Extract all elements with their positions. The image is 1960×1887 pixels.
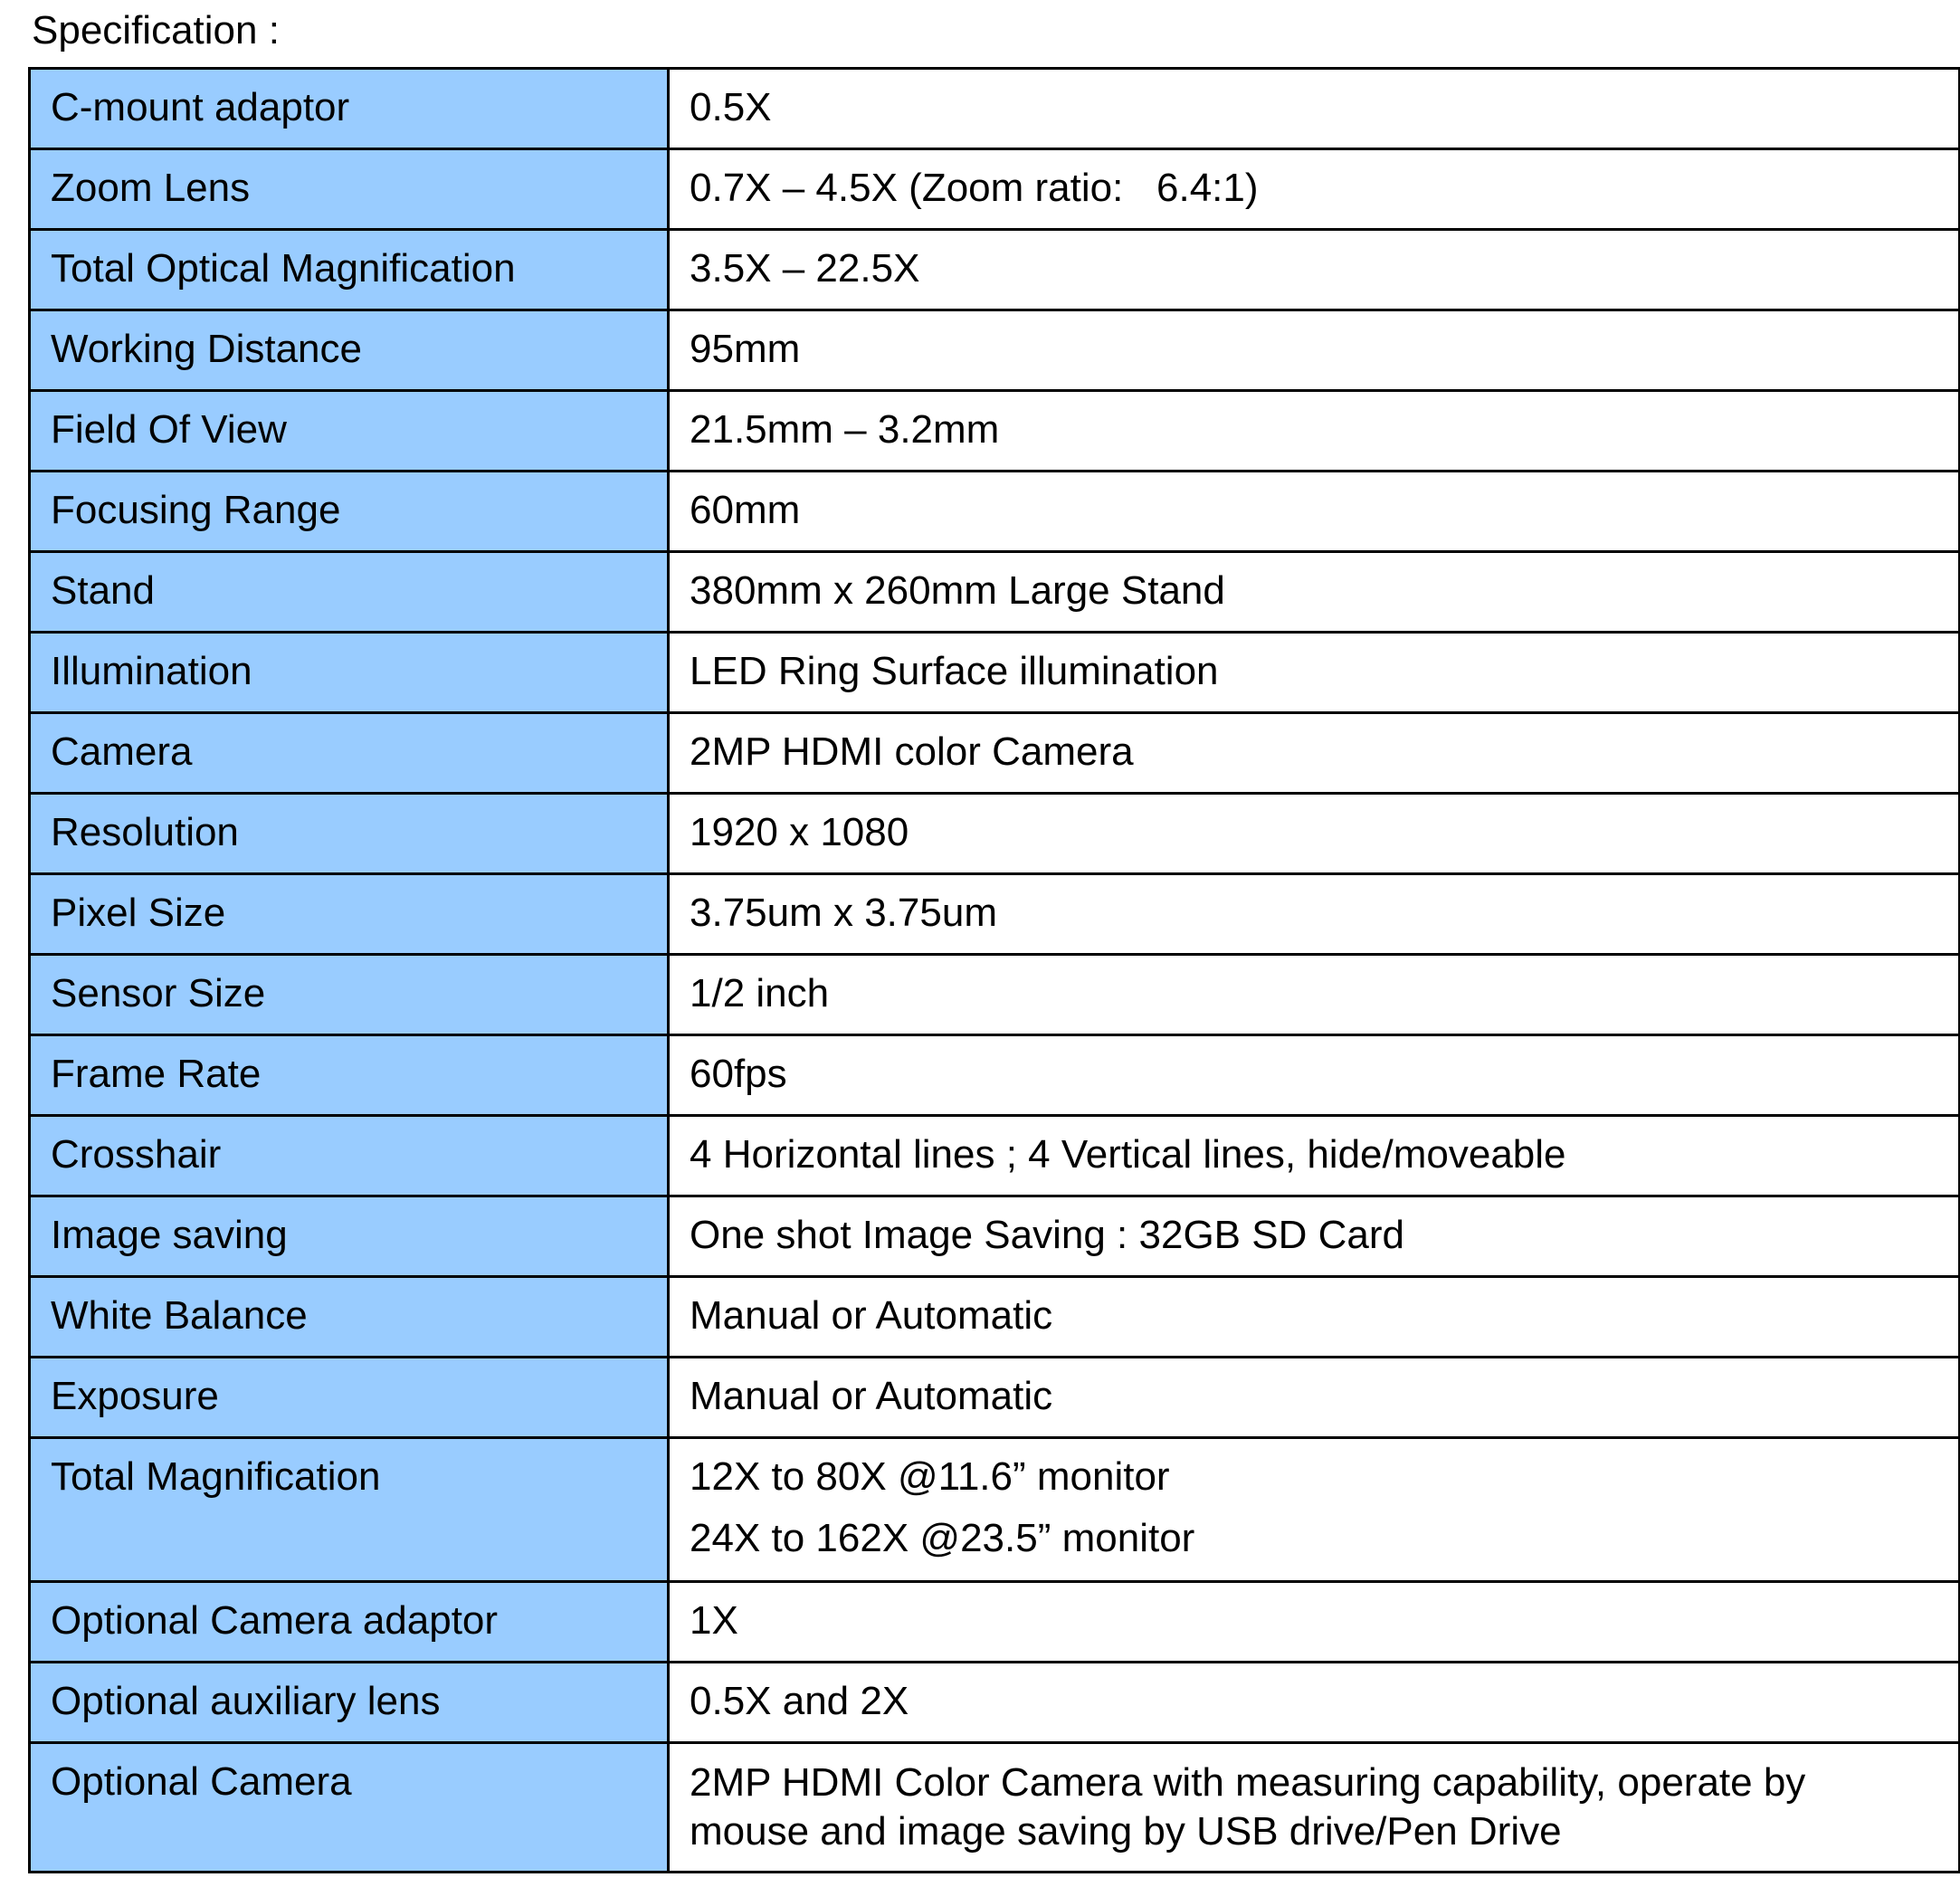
spec-label: Illumination — [30, 633, 669, 713]
spec-value — [669, 1116, 1960, 1196]
spec-value-line: 380mm x 260mm Large Stand — [690, 568, 1225, 613]
spec-row — [30, 1196, 1960, 1277]
spec-value-line: One shot Image Saving : 32GB SD Card — [690, 1213, 1404, 1257]
spec-label: Sensor Size — [30, 955, 669, 1035]
spec-label: Optional Camera — [30, 1743, 669, 1873]
spec-value — [669, 472, 1960, 552]
spec-value-line: 60mm — [690, 488, 801, 532]
spec-row — [30, 1277, 1960, 1358]
spec-value-line: 24X to 162X @23.5” monitor — [690, 1516, 1195, 1560]
spec-label: Resolution — [30, 794, 669, 874]
spec-label: Pixel Size — [30, 874, 669, 955]
spec-value-line: 21.5mm – 3.2mm — [690, 407, 1000, 452]
spec-row — [30, 955, 1960, 1035]
page-heading: Specification : — [32, 8, 280, 52]
spec-value-line: 2MP HDMI color Camera — [690, 729, 1134, 774]
spec-row — [30, 149, 1960, 230]
spec-value — [669, 1358, 1960, 1438]
spec-value — [669, 1196, 1960, 1277]
spec-label: Field Of View — [30, 391, 669, 472]
spec-label: Camera — [30, 713, 669, 794]
spec-row — [30, 1116, 1960, 1196]
spec-value-line: 1/2 inch — [690, 971, 830, 1015]
spec-value-line: Manual or Automatic — [690, 1293, 1053, 1338]
spec-value — [669, 633, 1960, 713]
spec-row — [30, 1663, 1960, 1743]
spec-label: Focusing Range — [30, 472, 669, 552]
spec-value-line: Manual or Automatic — [690, 1374, 1053, 1418]
spec-value — [669, 713, 1960, 794]
spec-label: Total Magnification — [30, 1438, 669, 1582]
spec-row — [30, 1582, 1960, 1663]
spec-value-line: mouse and image saving by USB drive/Pen Drive — [690, 1809, 1562, 1854]
spec-row — [30, 230, 1960, 310]
spec-value-line: 1X — [690, 1598, 738, 1643]
spec-value-line: 60fps — [690, 1052, 787, 1096]
spec-value — [669, 1438, 1960, 1582]
spec-label: Image saving — [30, 1196, 669, 1277]
spec-value-line: 95mm — [690, 327, 801, 371]
spec-value-line: 2MP HDMI Color Camera with measuring capability, operate by — [690, 1760, 1806, 1805]
spec-row — [30, 713, 1960, 794]
spec-value — [669, 310, 1960, 391]
spec-value — [669, 391, 1960, 472]
spec-value-line: 4 Horizontal lines ; 4 Vertical lines, hide/moveable — [690, 1132, 1566, 1177]
spec-value — [669, 149, 1960, 230]
spec-value-line: 3.5X – 22.5X — [690, 246, 920, 291]
spec-value — [669, 874, 1960, 955]
spec-label: White Balance — [30, 1277, 669, 1358]
spec-label: Total Optical Magnification — [30, 230, 669, 310]
spec-row — [30, 1743, 1960, 1873]
spec-value — [669, 1582, 1960, 1663]
spec-row — [30, 310, 1960, 391]
spec-value-line: 0.5X — [690, 85, 772, 129]
spec-value — [669, 69, 1960, 149]
spec-label: Working Distance — [30, 310, 669, 391]
spec-value-line: 12X to 80X @11.6” monitor — [690, 1454, 1170, 1499]
spec-label: Stand — [30, 552, 669, 633]
spec-value-line: 0.5X and 2X — [690, 1679, 909, 1723]
spec-value — [669, 1743, 1960, 1873]
spec-value — [669, 1277, 1960, 1358]
spec-row — [30, 391, 1960, 472]
spec-value — [669, 955, 1960, 1035]
spec-label: Optional Camera adaptor — [30, 1582, 669, 1663]
spec-value — [669, 794, 1960, 874]
spec-label: Zoom Lens — [30, 149, 669, 230]
spec-value — [669, 1663, 1960, 1743]
specification-table — [28, 67, 1960, 1873]
spec-value-line: 3.75um x 3.75um — [690, 891, 997, 935]
spec-value — [669, 230, 1960, 310]
spec-row — [30, 794, 1960, 874]
spec-value-line: 0.7X – 4.5X (Zoom ratio: 6.4:1) — [690, 166, 1259, 210]
spec-label: Crosshair — [30, 1116, 669, 1196]
spec-row — [30, 633, 1960, 713]
spec-label: Frame Rate — [30, 1035, 669, 1116]
spec-row — [30, 1438, 1960, 1582]
spec-row — [30, 552, 1960, 633]
spec-label: C-mount adaptor — [30, 69, 669, 149]
spec-row — [30, 1035, 1960, 1116]
spec-label: Exposure — [30, 1358, 669, 1438]
spec-label: Optional auxiliary lens — [30, 1663, 669, 1743]
spec-value-line: LED Ring Surface illumination — [690, 649, 1219, 693]
spec-value-line: 1920 x 1080 — [690, 810, 909, 854]
spec-row — [30, 472, 1960, 552]
spec-value — [669, 552, 1960, 633]
spec-row — [30, 69, 1960, 149]
spec-row — [30, 874, 1960, 955]
spec-row — [30, 1358, 1960, 1438]
spec-value — [669, 1035, 1960, 1116]
